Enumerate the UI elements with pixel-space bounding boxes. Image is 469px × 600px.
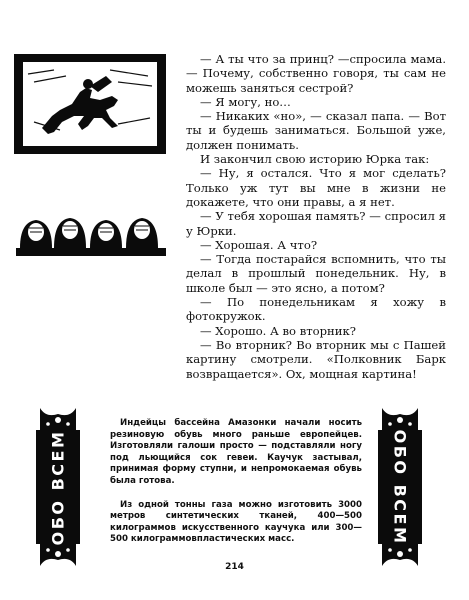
cinema-illustration — [14, 52, 168, 272]
story-paragraph: — Я могу, но… — [200, 94, 291, 109]
fact-paragraph: Индейцы бассейна Амазонки начали носить резиновую обувь много раньше европейцев. Изготовляли галоши просто — подставляли ногу под льющийся сок гевеи. Каучук застывал, принимая форму ступни, и непромокаемая обувь была готова. — [110, 418, 362, 486]
banner-label: ОБО ВСЕМ — [48, 429, 68, 545]
story-paragraph: — Тогда постарайся вспомнить, что ты делал в прошлый понедельник. Ну, в школе был — это ясно, а потом? — [186, 252, 446, 295]
seat-row — [16, 248, 166, 256]
story-paragraph: — У тебя хорошая память? — спросил я у Юрки. — [186, 209, 446, 238]
story-paragraph: — А ты что за принц? —спросила мама. — Почему, собственно говоря, ты сам не можешь заняться сестрой? — [186, 52, 446, 95]
story-paragraph: — По понедельникам я хожу в фотокружок. — [186, 295, 446, 324]
story-paragraph: — Хорошая. А что? — [200, 237, 318, 252]
story-paragraph: — Хорошо. А во вторник? — [200, 323, 356, 338]
story-paragraph: — Во вторник? Во вторник мы с Пашей картину смотрели. «Полковник Барк возвращается». Ох, мощная картина! — [186, 337, 446, 381]
story-paragraph: — Никаких «но», — сказал папа. — Вот ты и будешь заниматься. Большой уже, должен понимать. — [186, 109, 446, 152]
story-paragraph: — Ну, я остался. Что я мог сделать? Только уж тут вы мне в жизни не докажете, что они правы, а я нет. — [186, 166, 446, 209]
fact-paragraph: Из одной тонны газа можно изготовить 3000 метров синтетических тканей, 400—500 килограммов искусственного каучука или 300—500 килограммовпластических масс. — [110, 499, 362, 545]
story-text — [186, 52, 446, 381]
story-paragraph: И закончил свою историю Юрка так: — [200, 152, 430, 167]
rider-head — [83, 79, 93, 89]
banner-label: ОБО ВСЕМ — [390, 429, 410, 545]
facts-box — [110, 418, 362, 558]
page-number: 214 — [225, 562, 244, 572]
about-everything-banner-left — [36, 404, 80, 570]
about-everything-banner-right — [378, 404, 422, 570]
